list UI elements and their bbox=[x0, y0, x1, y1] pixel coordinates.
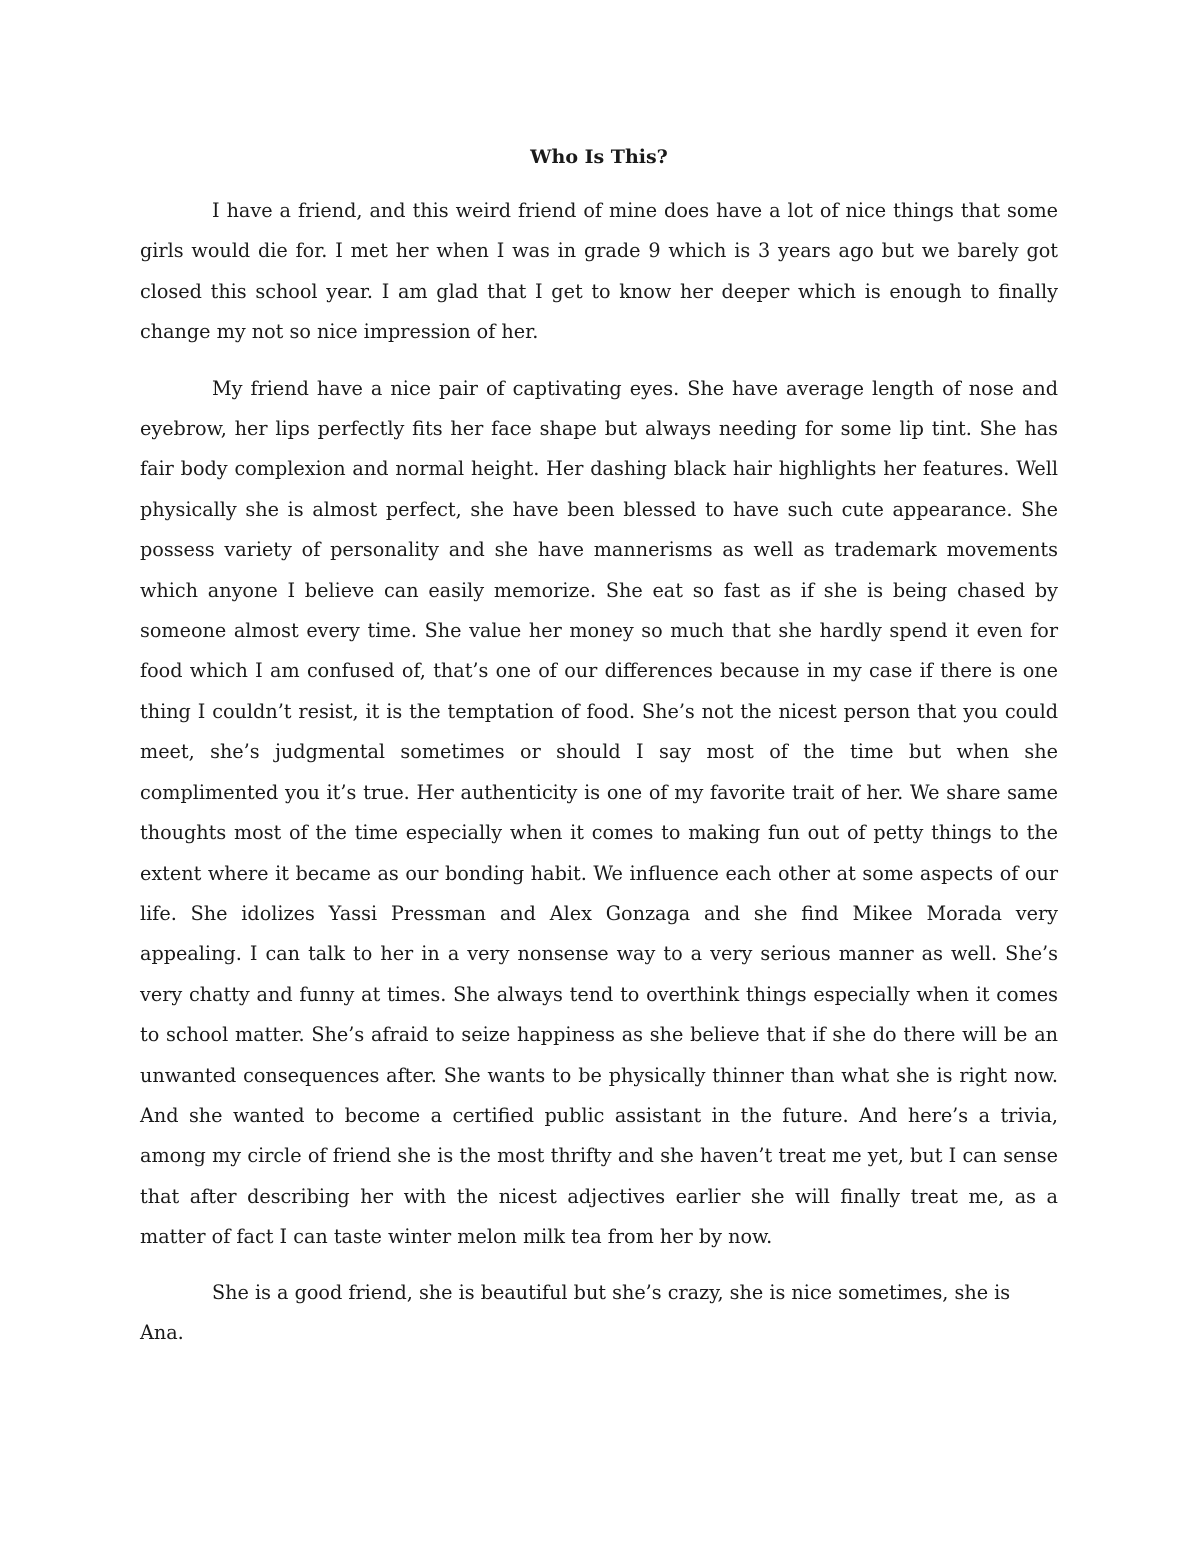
paragraph-description: My friend have a nice pair of captivating eyes. She have average length of nose and eyebrow, her lips perfectly fits her face shape but always needing for some lip tint. She has fair body complexion and normal height. Her dashing black hair highlights her features. Well physically she is almost perfect, she have been blessed to have such cute appearance. She possess variety of personality and she have mannerisms as well as trademark movements which anyone I believe can easily memorize. She eat so fast as if she is being chased by someone almost every time. She value her money so much that she hardly spend it even for food which I am confused of, that’s one of our differences because in my case if there is one thing I couldn’t resist, it is the temptation of food. She’s not the nicest person that you could meet, she’s judgmental sometimes or should I say most of the time but when she complimented you it’s true. Her authenticity is one of my favorite trait of her. We share same thoughts most of the time especially when it comes to making fun out of petty things to the extent where it became as our bonding habit. We influence each other at some aspects of our life. She idolizes Yassi Pressman and Alex Gonzaga and she find Mikee Morada very appealing. I can talk to her in a very nonsense way to a very serious manner as well. She’s very chatty and funny at times. She always tend to overthink things especially when it comes to school matter. She’s afraid to seize happiness as she believe that if she do there will be an unwanted consequences after. She wants to be physically thinner than what she is right now. And she wanted to become a certified public assistant in the future. And here’s a trivia, among my circle of friend she is the most thrifty and she haven’t treat me yet, but I can sense that after describing her with the nicest adjectives earlier she will finally treat me, as a matter of fact I can taste winter melon milk tea from her by now. bbox=[140, 376, 1058, 1249]
paragraph-intro: I have a friend, and this weird friend of mine does have a lot of nice things that some girls would die for. I met her when I was in grade 9 which is 3 years ago but we barely got closed this school year. I am glad that I get to know her deeper which is enough to finally change my not so nice impression of her. bbox=[140, 199, 1058, 344]
paragraph-conclusion: She is a good friend, she is beautiful but she’s crazy, she is nice sometimes, she is Ana. bbox=[140, 1280, 1011, 1344]
document-title: Who Is This? bbox=[530, 146, 668, 168]
document-body bbox=[140, 140, 1058, 1353]
